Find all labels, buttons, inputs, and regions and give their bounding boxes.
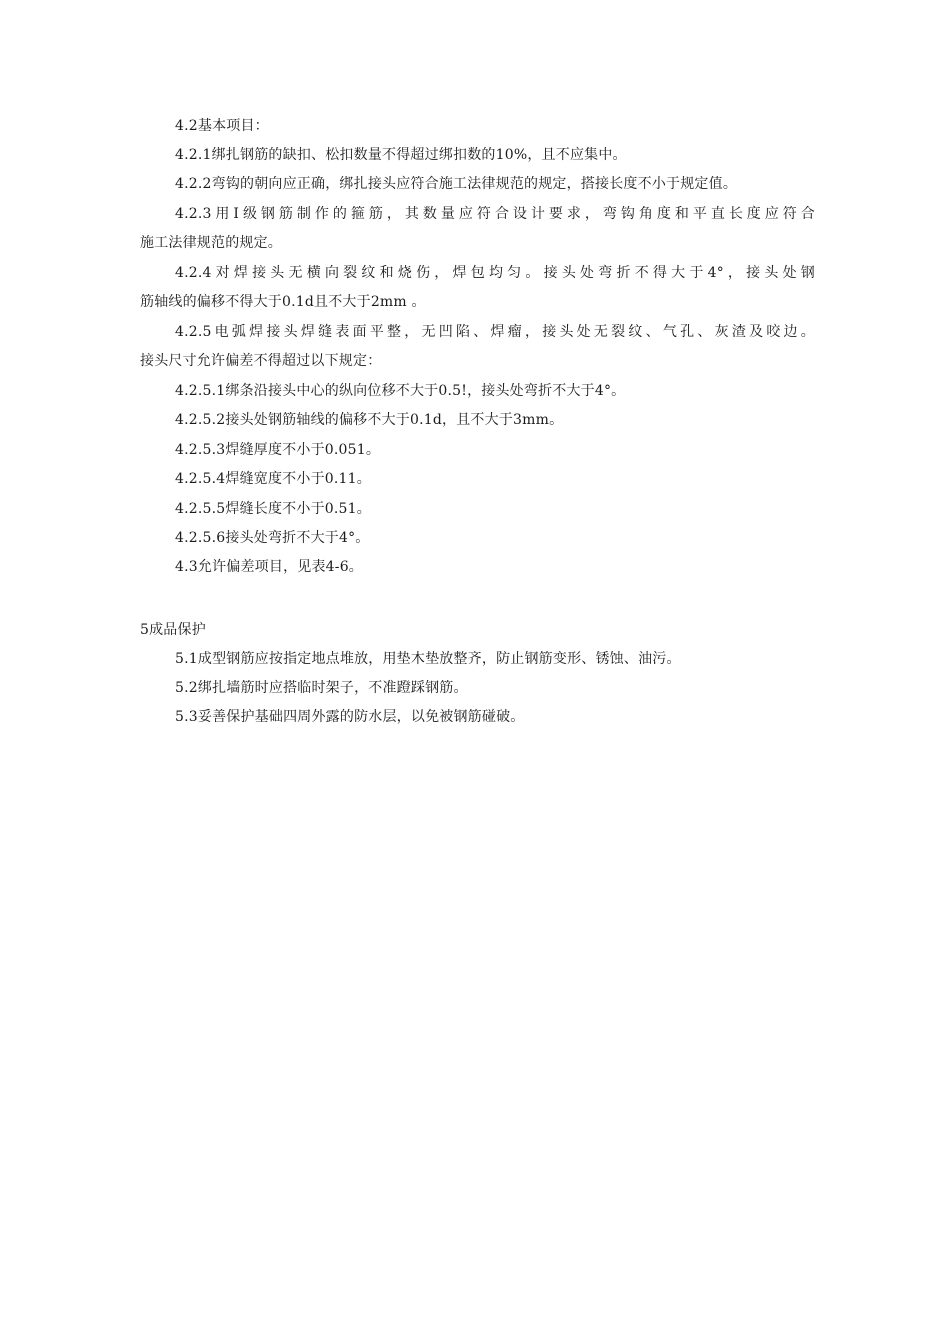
paragraph-4-2-3-line-1: 4.2.3用Ⅰ级钢筋制作的箍筋，其数量应符合设计要求，弯钩角度和平直长度应符合: [175, 206, 815, 222]
paragraph-5-1: 5.1成型钢筋应按指定地点堆放，用垫木垫放整齐，防止钢筋变形、锈蚀、油污。: [175, 651, 681, 667]
paragraph-4-2-3-line-2: 施工法律规范的规定。: [140, 235, 282, 251]
paragraph-4-2-5-line-1: 4.2.5电弧焊接头焊缝表面平整，无凹陷、焊瘤，接头处无裂纹、气孔、灰渣及咬边。: [175, 324, 815, 340]
section-4-2-heading: 4.2基本项目：: [175, 118, 269, 134]
paragraph-4-2-5-3: 4.2.5.3焊缝厚度不小于0.051。: [175, 442, 381, 458]
paragraph-4-2-4-line-2: 筋轴线的偏移不得大于0.1d且不大于2mm 。: [140, 294, 426, 310]
paragraph-4-3: 4.3允许偏差项目，见表4-6。: [175, 559, 364, 575]
paragraph-5-3: 5.3妥善保护基础四周外露的防水层，以免被钢筋碰破。: [175, 709, 525, 725]
paragraph-4-2-1: 4.2.1绑扎钢筋的缺扣、松扣数量不得超过绑扣数的10%，且不应集中。: [175, 147, 627, 163]
paragraph-4-2-5-5: 4.2.5.5焊缝长度不小于0.51。: [175, 501, 371, 517]
paragraph-4-2-2: 4.2.2弯钩的朝向应正确，绑扎接头应符合施工法律规范的规定，搭接长度不小于规定值。: [175, 176, 738, 192]
paragraph-4-2-5-line-2: 接头尺寸允许偏差不得超过以下规定：: [140, 353, 382, 369]
paragraph-4-2-5-6: 4.2.5.6接头处弯折不大于4°。: [175, 530, 370, 546]
section-5-heading: 5成品保护: [140, 622, 206, 638]
paragraph-4-2-4-line-1: 4.2.4对焊接头无横向裂纹和烧伤，焊包均匀。接头处弯折不得大于4°，接头处钢: [175, 265, 815, 281]
paragraph-4-2-5-1: 4.2.5.1绑条沿接头中心的纵向位移不大于0.5!，接头处弯折不大于4°。: [175, 383, 626, 399]
paragraph-5-2: 5.2绑扎墙筋时应搭临时架子，不准蹬踩钢筋。: [175, 680, 468, 696]
paragraph-4-2-5-2: 4.2.5.2接头处钢筋轴线的偏移不大于0.1d，且不大于3mm。: [175, 412, 564, 428]
paragraph-4-2-5-4: 4.2.5.4焊缝宽度不小于0.11。: [175, 471, 371, 487]
